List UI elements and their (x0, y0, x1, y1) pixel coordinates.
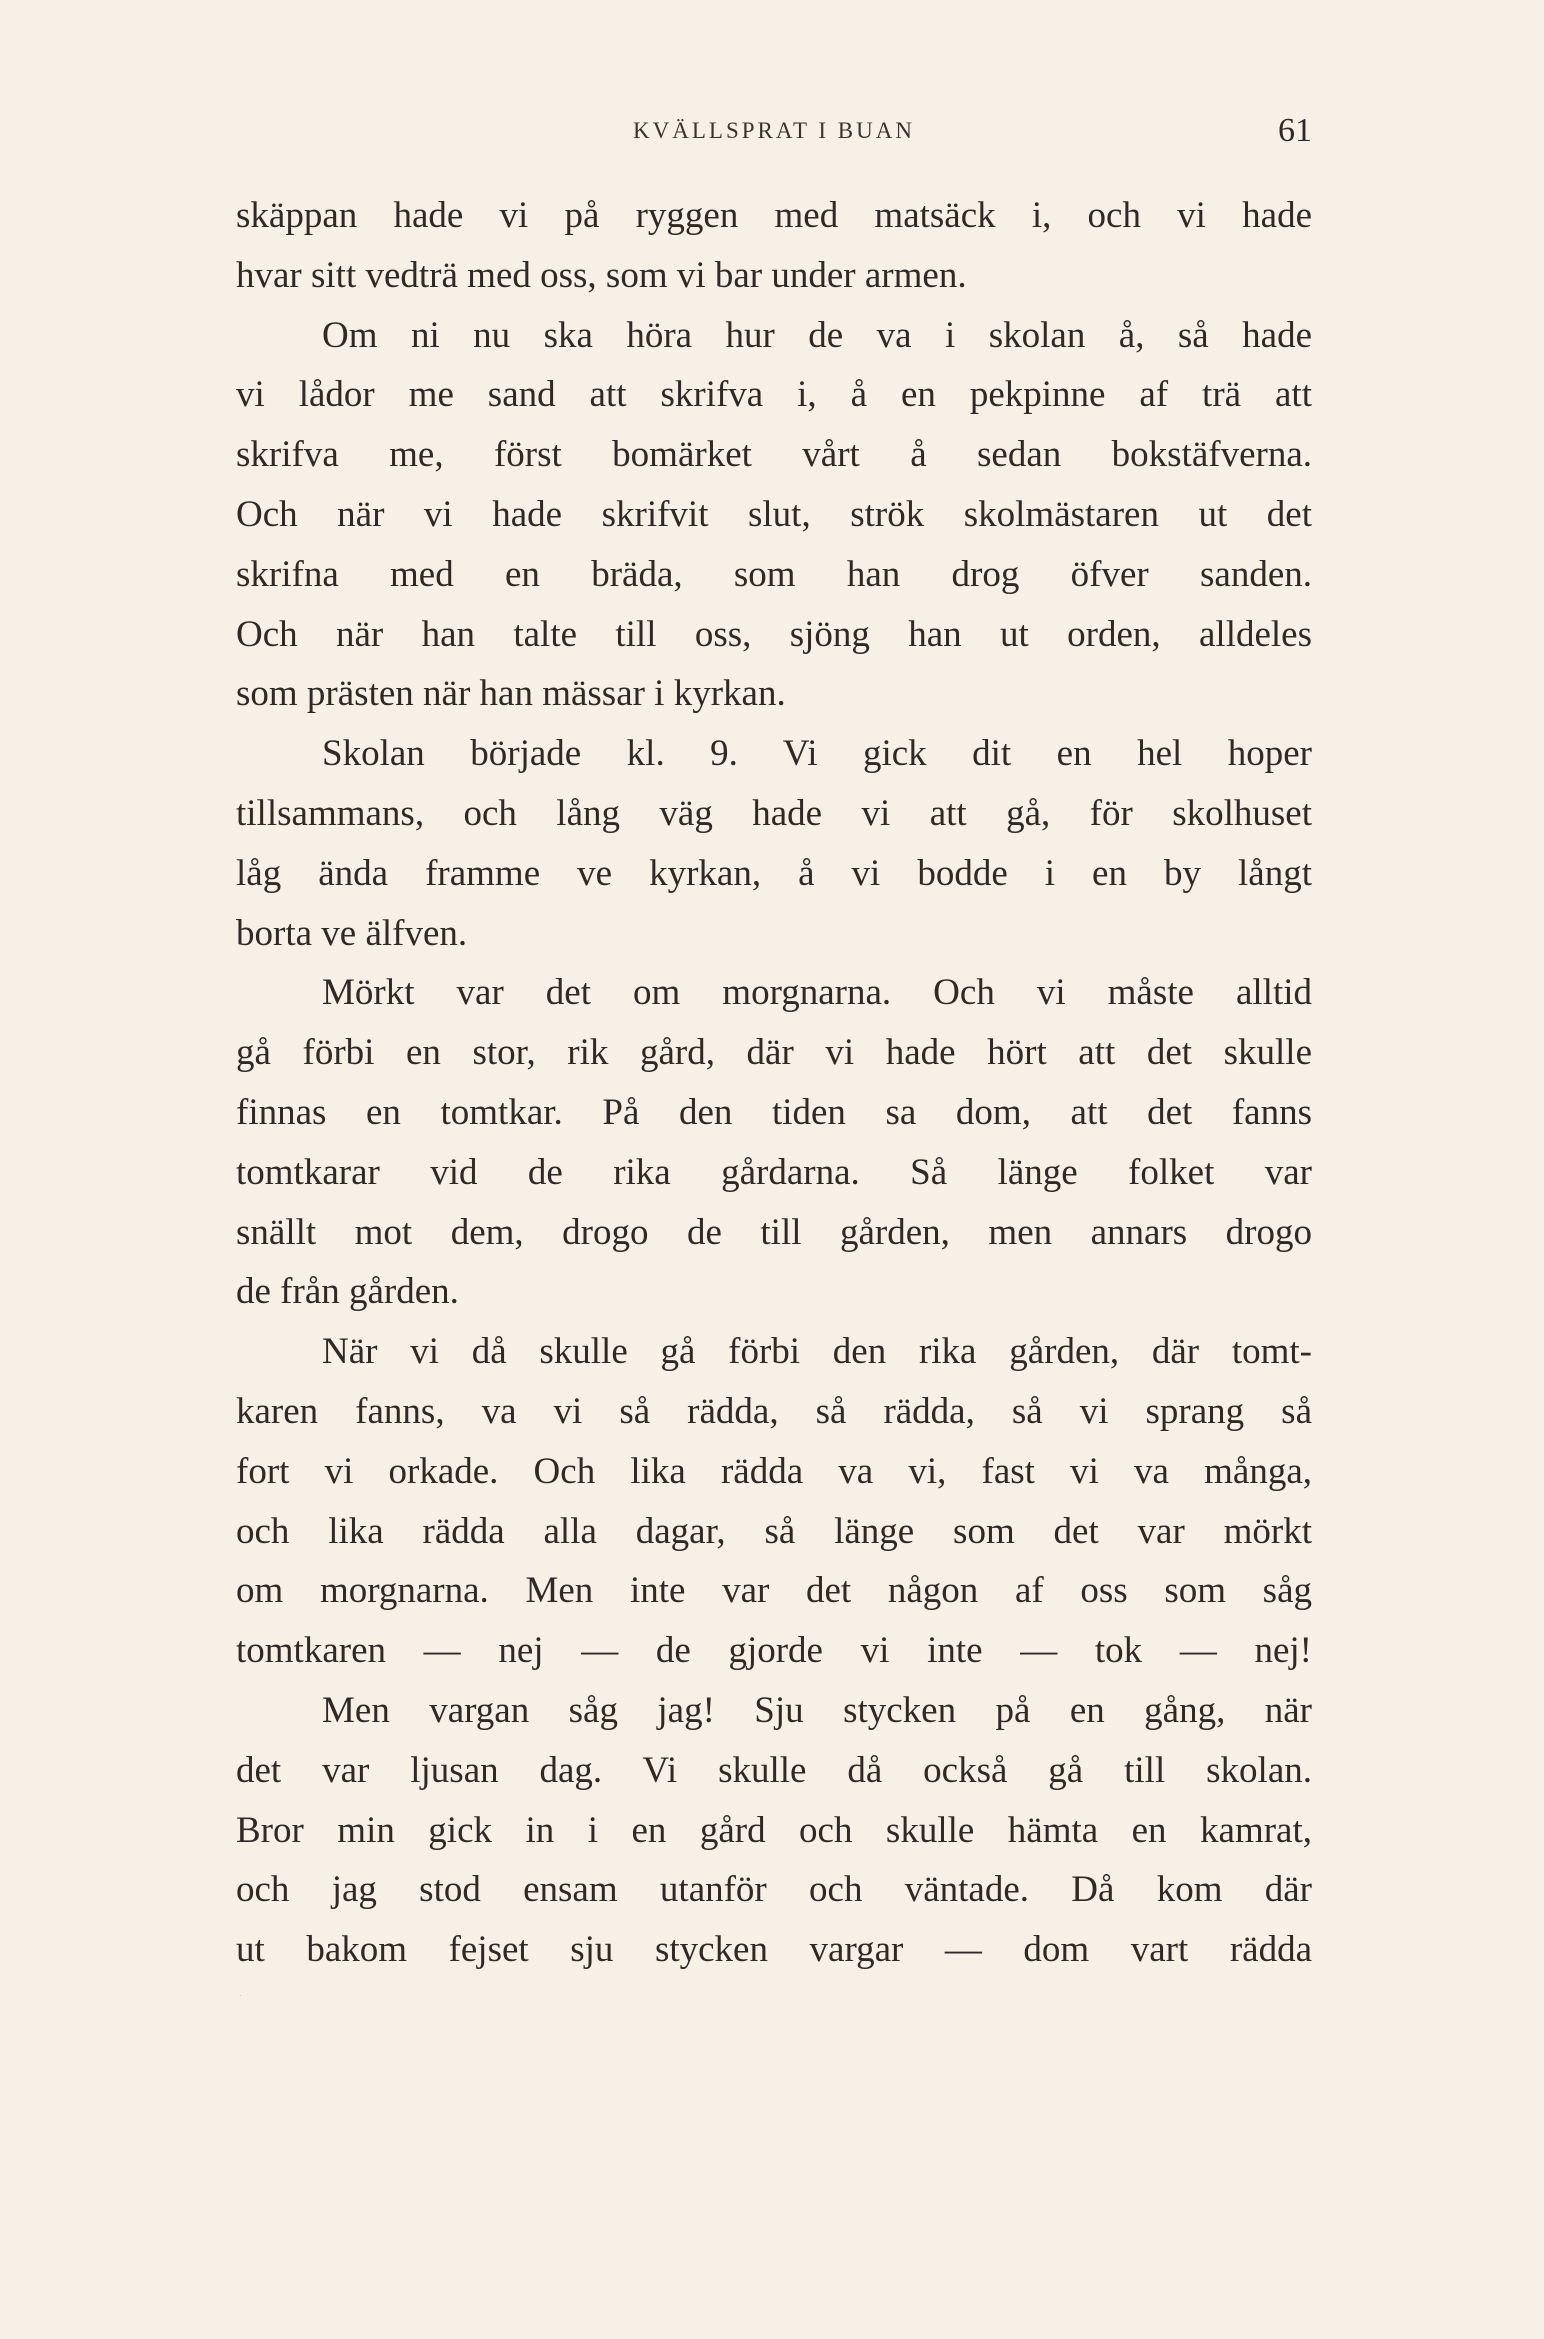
text-line: fort vi orkade. Och lika rädda va vi, fast vi va många, (236, 1450, 1312, 1492)
text-line: det var ljusan dag. Vi skulle då också gå till skolan. (236, 1749, 1312, 1791)
body-text (236, 186, 1312, 1980)
paper-speck (240, 1995, 241, 1996)
text-line: skrifva me, först bomärket vårt å sedan bokstäfverna. (236, 434, 1312, 476)
text-line: om morgnarna. Men inte var det någon af oss som såg (236, 1570, 1312, 1612)
text-line: tillsammans, och lång väg hade vi att gå, för skolhuset (236, 792, 1312, 834)
text-line: När vi då skulle gå förbi den rika gården, där tomt- (322, 1331, 1312, 1373)
text-line: Mörkt var det om morgnarna. Och vi måste alltid (322, 972, 1312, 1014)
text-line: finnas en tomtkar. På den tiden sa dom, att det fanns (236, 1091, 1312, 1133)
text-line: gå förbi en stor, rik gård, där vi hade hört att det skulle (236, 1032, 1312, 1074)
page-header (236, 112, 1312, 152)
text-line: låg ända framme ve kyrkan, å vi bodde i en by långt (236, 852, 1312, 894)
text-line: Och när vi hade skrifvit slut, strök skolmästaren ut det (236, 493, 1312, 535)
text-line: Bror min gick in i en gård och skulle hämta en kamrat, (236, 1809, 1312, 1851)
text-line: skäppan hade vi på ryggen med matsäck i, och vi hade (236, 195, 1312, 236)
text-line: Och när han talte till oss, sjöng han ut orden, alldeles (236, 613, 1312, 655)
text-line: som prästen när han mässar i kyrkan. (236, 673, 786, 715)
text-line: hvar sitt vedträ med oss, som vi bar under armen. (236, 254, 967, 296)
text-line: och jag stod ensam utanför och väntade. Då kom där (236, 1869, 1312, 1911)
text-line: vi lådor me sand att skrifva i, å en pekpinne af trä att (236, 374, 1312, 416)
text-line: tomtkaren — nej — de gjorde vi inte — tok — nej! (236, 1630, 1312, 1672)
text-line: snällt mot dem, drogo de till gården, men annars drogo (236, 1211, 1312, 1253)
text-line: Skolan började kl. 9. Vi gick dit en hel hoper (322, 733, 1312, 775)
text-line: de från gården. (236, 1271, 459, 1313)
text-line: och lika rädda alla dagar, så länge som det var mörkt (236, 1510, 1312, 1552)
text-line: borta ve älfven. (236, 912, 468, 954)
text-line: karen fanns, va vi så rädda, så rädda, så vi sprang så (236, 1390, 1312, 1432)
page-number: 61 (1278, 112, 1312, 149)
text-line: Om ni nu ska höra hur de va i skolan å, så hade (322, 314, 1312, 356)
text-line: ut bakom fejset sju stycken vargar — dom vart rädda (236, 1929, 1312, 1971)
running-head: KVÄLLSPRAT I BUAN (633, 118, 915, 143)
text-line: Men vargan såg jag! Sju stycken på en gång, när (322, 1689, 1312, 1731)
text-line: tomtkarar vid de rika gårdarna. Så länge folket var (236, 1151, 1312, 1193)
text-line: skrifna med en bräda, som han drog öfver sanden. (236, 553, 1312, 595)
